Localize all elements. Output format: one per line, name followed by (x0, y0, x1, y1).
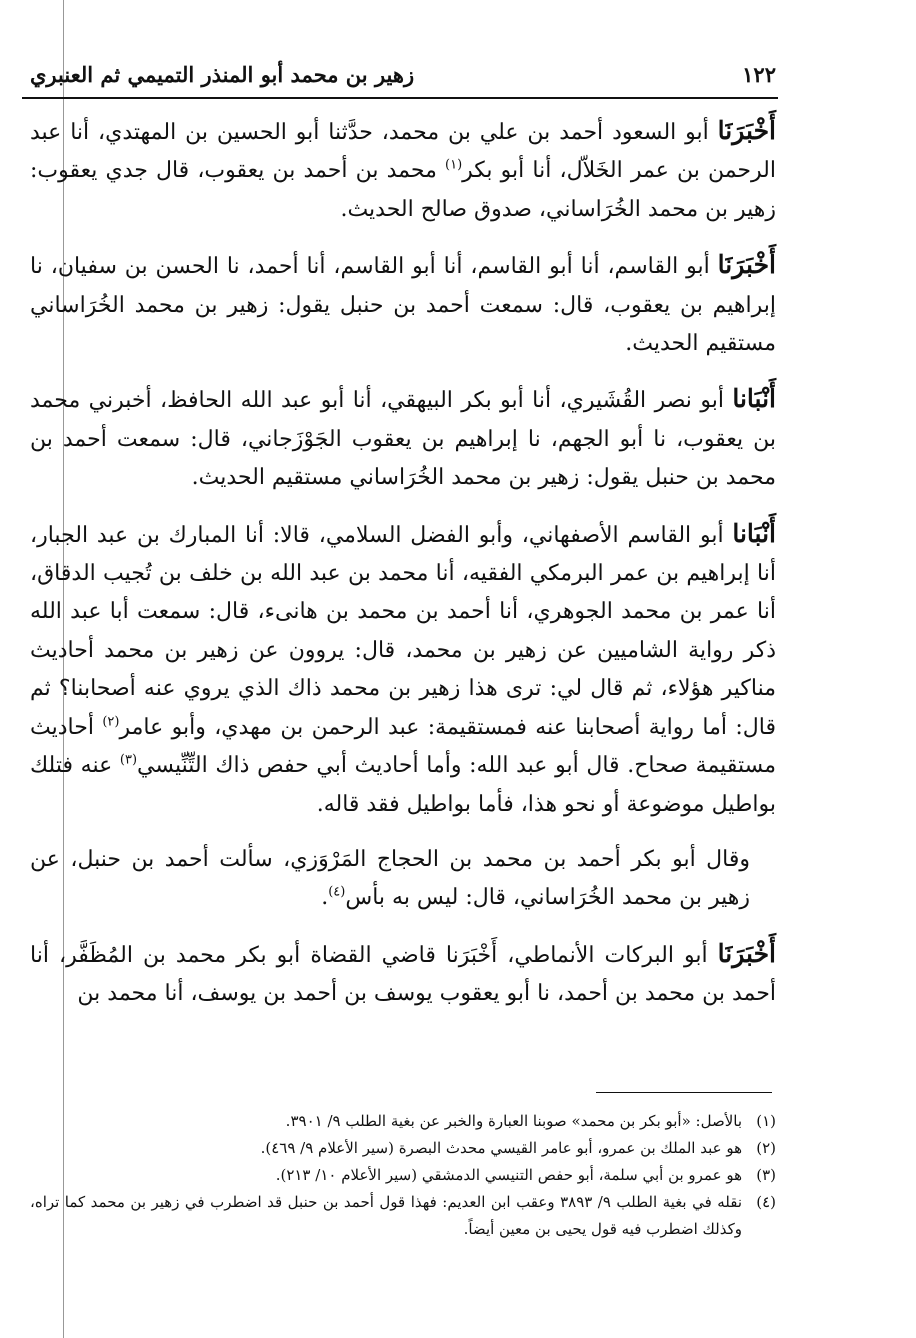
paragraph-3 (30, 380, 776, 497)
paragraph-text: أبو نصر القُشَيري، أنا أبو بكر البيهقي، أنا أبو عبد الله الحافظ، أخبرني محمد بن يعقوب، نا أبو الجهم، نا إبراهيم بن يعقوب الجَوْزَجاني، قال: سمعت أحمد بن محمد بن حنبل يقول: زهير بن محمد الخُرَاساني مستقيم الحديث. (30, 388, 776, 491)
footnote-separator (596, 1092, 772, 1093)
page-header (30, 52, 776, 96)
footnote-item (30, 1189, 776, 1243)
paragraph-lead: أَخْبَرَنَا (717, 116, 776, 145)
footnote-number: (١) (756, 1112, 776, 1130)
paragraph-lead: أَنْبَانا (732, 384, 776, 414)
header-rule (22, 97, 778, 99)
footnote-text: بالأصل: «أبو بكر بن محمد» صوبنا العبارة والخبر عن بغية الطلب ٩/ ٣٩٠١. (285, 1112, 742, 1130)
main-text (30, 112, 776, 1031)
paragraph-lead: أَخْبَرَنَا (717, 938, 776, 968)
paragraph-text: أبو القاسم، أنا أبو القاسم، أنا أبو القاسم، أنا أحمد، نا الحسن بن سفيان، نا إبراهيم بن يعقوب، قال: سمعت أحمد بن حنبل يقول: زهير بن محمد الخُرَاساني مستقيم الحديث. (30, 254, 776, 357)
footnote-ref-2[interactable]: (٢) (102, 714, 120, 730)
footnote-ref-1[interactable]: (١) (445, 158, 463, 174)
paragraph-text: . (321, 885, 329, 911)
paragraph-1 (30, 112, 776, 229)
paragraph-lead: أَخْبَرَنَا (717, 250, 776, 280)
paragraph-6 (30, 935, 776, 1014)
paragraph-text: وقال أبو بكر أحمد بن محمد بن الحجاج المَرْوَزي، سألت أحمد بن حنبل، عن زهير بن محمد الخُرَاساني، قال: ليس به بأس (30, 846, 750, 911)
paragraph-text: عنه فتلك بواطيل موضوعة أو نحو هذا، فأما بواطيل فقد قاله. (30, 753, 776, 817)
footnote-ref-4[interactable]: (٤) (328, 884, 346, 900)
paragraph-text: أبو السعود أحمد بن علي بن محمد، حدَّثنا أبو الحسين بن المهتدي، أنا عبد الرحمن بن عمر الخَلاّل، أنا أبو بكر (30, 120, 776, 184)
paragraph-lead: أَنْبَانا (732, 518, 776, 548)
paragraph-5 (30, 841, 776, 918)
paragraph-text: محمد بن أحمد بن يعقوب، قال جدي يعقوب: زهير بن محمد الخُرَاساني، صدوق صالح الحديث. (30, 158, 776, 222)
footnote-item (30, 1108, 776, 1135)
paragraph-text: أبو البركات الأنماطي، أَخْبَرَنا قاضي القضاة أبو بكر محمد بن المُظَفَّر، أنا أحمد بن محمد بن أحمد، نا أبو يعقوب يوسف بن أحمد بن يوسف، أنا محمد بن (30, 942, 776, 1007)
footnote-number: (٢) (756, 1139, 776, 1157)
footnote-text: هو عبد الملك بن عمرو، أبو عامر القيسي محدث البصرة (سير الأعلام ٩/ ٤٦٩). (260, 1139, 742, 1157)
page-number: ١٢٢ (742, 61, 776, 87)
footnotes (30, 1108, 776, 1243)
footnote-item (30, 1135, 776, 1162)
footnote-text: هو عمرو بن أبي سلمة، أبو حفص التنيسي الدمشقي (سير الأعلام ١٠/ ٢١٣). (275, 1166, 742, 1184)
footnote-text: نقله في بغية الطلب ٩/ ٣٨٩٣ وعقب ابن العديم: فهذا قول أحمد بن حنبل قد اضطرب في زهير بن محمد كما تراه، وكذلك اضطرب فيه قول يحيى بن معين أيضاً. (30, 1193, 743, 1238)
footnote-number: (٤) (756, 1193, 776, 1211)
running-title: زهير بن محمد أبو المنذر التميمي ثم العنبري (30, 61, 415, 87)
paragraph-text: أحاديث مستقيمة صحاح. قال أبو عبد الله: وأما أحاديث أبي حفص ذاك التِّنِّيسي (30, 714, 777, 779)
footnote-ref-3[interactable]: (٣) (119, 752, 138, 768)
paragraph-4 (30, 515, 776, 824)
footnote-item (30, 1162, 776, 1189)
paragraph-text: أبو القاسم الأصفهاني، وأبو الفضل السلامي، قالا: أنا المبارك بن عبد الجبار، أنا إبراهيم بن عمر البرمكي الفقيه، أنا محمد بن عبد الله بن خلف بن تُجيب الدقاق، أنا عمر بن محمد الجوهري، أنا أحمد بن محمد بن هانىء، قال: سمعت أبا عبد الله ذكر رواية الشاميين عن زهير بن محمد، قال: يروون عن زهير بن محمد أحاديث مناكير هؤلاء، ثم قال لي: ترى هذا زهير بن محمد ذاك الذي يروي عنه أصحابنا؟ ثم قال: أما رواية أصحابنا عنه فمستقيمة: عبد الرحمن بن مهدي، وأبو عامر (30, 522, 777, 740)
footnote-number: (٣) (756, 1166, 776, 1184)
paragraph-2 (30, 246, 776, 363)
